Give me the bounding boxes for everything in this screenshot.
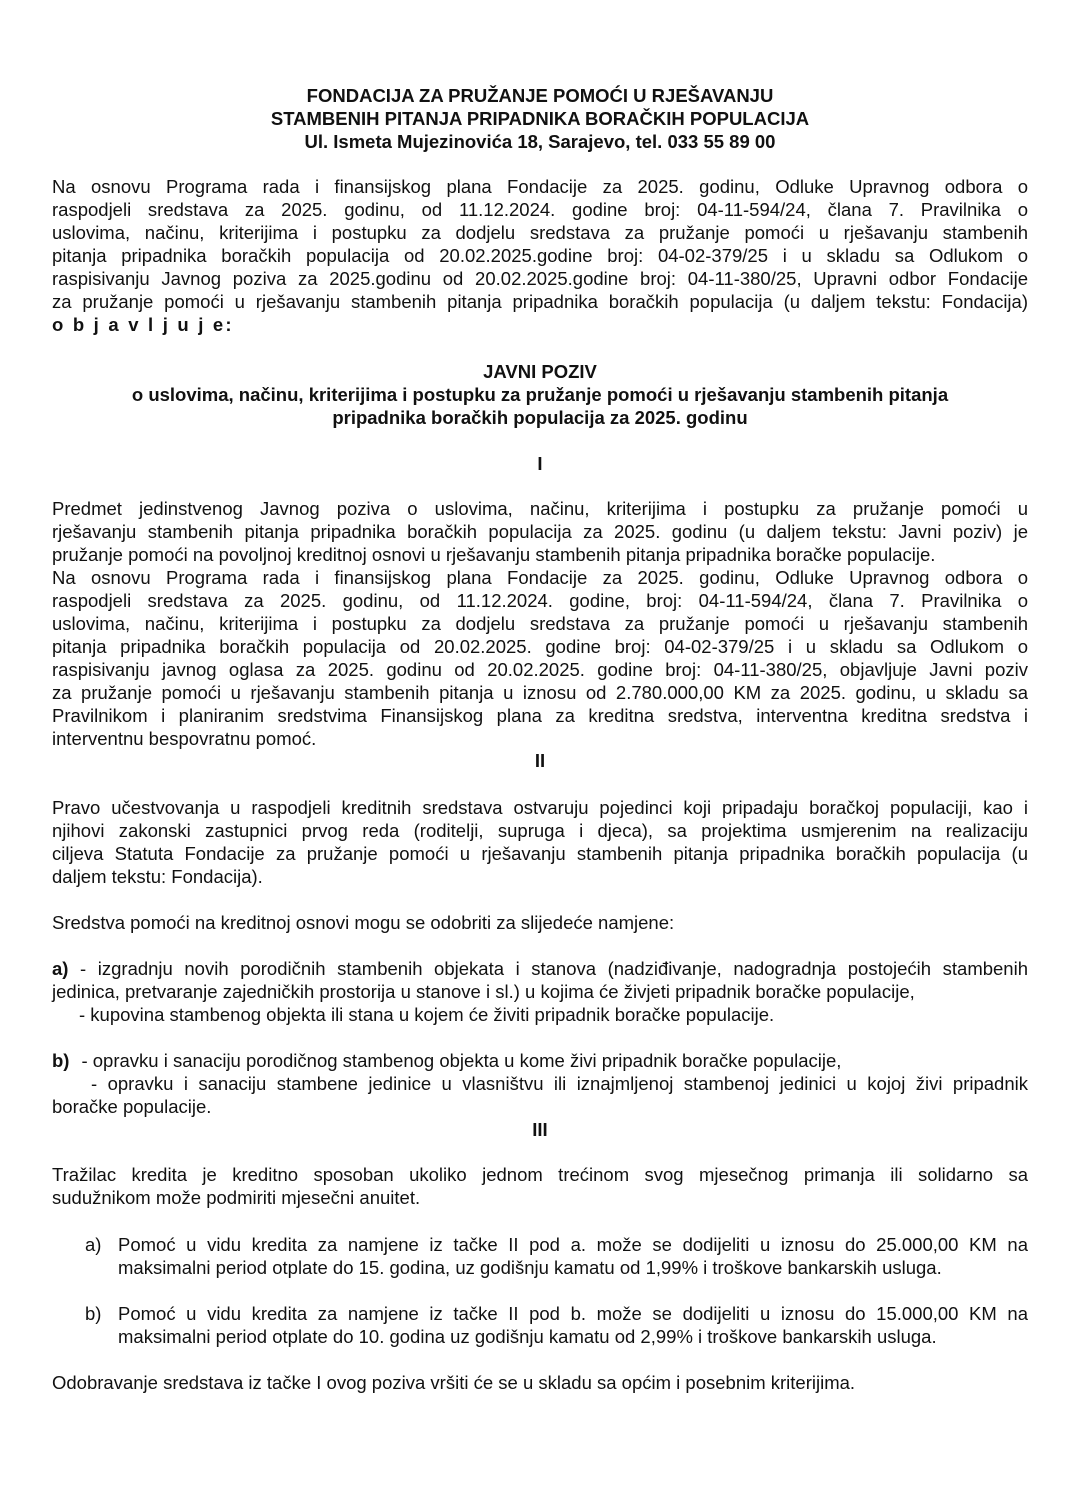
intro-line: uslovima, načinu, kriterijima i postupku za dodjelu sredstava za pružanje pomoći u rješavanju stambenih bbox=[52, 222, 1028, 243]
section-3-paragraph-1 bbox=[52, 1163, 1028, 1209]
loan-item-a-line-2: maksimalni period otplate do 15. godina, uz godišnju kamatu od 1,99% i troškove bankarskih usluga. bbox=[118, 1257, 942, 1278]
purpose-a-line-1: a) - izgradnju novih porodičnih stambenih objekata i stanova (nadziđivanje, nadogradnja postojećih stambenih bbox=[52, 958, 1028, 979]
purpose-a-line-3: - kupovina stambenog objekta ili stana u kojem će živiti pripadnik boračke populacije. bbox=[79, 1004, 775, 1025]
section-2-line: njihovi zakonski zastupnici prvog reda (roditelji, supruga i djeca), sa projektima usmjerenim na realizaciju bbox=[52, 820, 1028, 841]
purpose-a-line-2: jedinica, pretvaranje zajedničkih prostorija u stanove i sl.) u kojima će živjeti pripadnik boračke populacije, bbox=[52, 981, 915, 1002]
section-number-3: III bbox=[532, 1119, 548, 1140]
purposes-intro: Sredstva pomoći na kreditnoj osnovi mogu se odobriti za slijedeće namjene: bbox=[52, 912, 675, 933]
document-subtitle-line-2: pripadnika boračkih populacija za 2025. godinu bbox=[332, 407, 748, 428]
loan-item-b-line-1: Pomoć u vidu kredita za namjene iz tačke II pod b. može se dodijeliti u iznosu do 15.000,00 KM na bbox=[118, 1303, 1028, 1324]
section-1-line: Pravilnikom i planiranim sredstvima Finansijskog plana za kreditna sredstva, interventna kreditna sredstva i bbox=[52, 705, 1028, 726]
section-1-line: pitanja pripadnika boračkih populacija od 20.02.2025. godine broj: 04-02-379/25 i u skladu sa Odlukom o bbox=[52, 636, 1028, 657]
intro-line: pitanja pripadnika boračkih populacija od 20.02.2025.godine broj: 04-02-379/25 i u skladu sa Odlukom o bbox=[52, 245, 1028, 266]
intro-line: raspisivanju Javnog poziva za 2025.godinu od 20.02.2025.godine broj: 04-11-380/25, Upravni odbor Fondacije bbox=[52, 268, 1028, 289]
purpose-b-marker: b) bbox=[52, 1050, 70, 1071]
intro-paragraph bbox=[52, 175, 1028, 336]
intro-line: raspodjeli sredstava za 2025. godinu, od 11.12.2024. godine broj: 04-11-594/24, člana 7. Pravilnika o bbox=[52, 199, 1028, 220]
purpose-b-line-1: b) - opravku i sanaciju porodičnog stambenog objekta u kome živi pripadnik boračke populacije, bbox=[52, 1050, 842, 1071]
section-number-2: II bbox=[534, 750, 546, 771]
intro-line: Na osnovu Programa rada i finansijskog plana Fondacije za 2025. godinu, Odluke Upravnog odbora o bbox=[52, 176, 1028, 197]
section-2-line: ciljeva Statuta Fondacije za pružanje pomoći u rješavanju stambenih pitanja pripadnika boračkih populacija (u bbox=[52, 843, 1028, 864]
section-1-line: pružanje pomoći na povoljnoj kreditnoj osnovi u rješavanju stambenih pitanja pripadnika boračke populacije. bbox=[52, 544, 936, 565]
section-3-line: sudužnikom može podmiriti mjesečni anuitet. bbox=[52, 1187, 421, 1208]
section-1-line: interventnu bespovratnu pomoć. bbox=[52, 728, 317, 749]
section-1-line: Na osnovu Programa rada i finansijskog plana Fondacije za 2025. godinu, Odluke Upravnog odbora o bbox=[52, 567, 1028, 588]
closing-paragraph bbox=[52, 1371, 1028, 1394]
purpose-item-a bbox=[52, 957, 1028, 1026]
loan-item-a-marker: a) bbox=[85, 1234, 102, 1255]
section-1-line: za pružanje pomoći u rješavanju stambenih pitanja u iznosu od 2.780.000,00 KM za 2025. godinu, u skladu sa bbox=[52, 682, 1028, 703]
section-1-paragraph bbox=[52, 497, 1028, 750]
section-2-paragraph-1 bbox=[52, 796, 1028, 888]
org-address: Ul. Ismeta Mujezinovića 18, Sarajevo, tel. 033 55 89 00 bbox=[304, 131, 776, 152]
closing-line: Odobravanje sredstava iz tačke I ovog poziva vršiti će se u skladu sa općim i posebnim kriterijima. bbox=[52, 1372, 856, 1393]
section-1-line: Predmet jedinstvenog Javnog poziva o uslovima, načinu, kriterijima i postupku za pružanje pomoći u bbox=[52, 498, 1028, 519]
document-subtitle-line-1: o uslovima, načinu, kriterijima i postupku za pružanje pomoći u rješavanju stambenih pitanja bbox=[131, 384, 949, 405]
section-2-line: Pravo učestvovanja u raspodjeli kreditnih sredstava ostvaruju pojedinci koji pripadaju boračkoj populaciji, kao i bbox=[52, 797, 1028, 818]
section-1-line: rješavanju stambenih pitanja pripadnika boračkih populacija za 2025. godinu (u daljem tekstu: Javni poziv) je bbox=[52, 521, 1028, 542]
loan-item-b-marker: b) bbox=[85, 1303, 102, 1324]
loan-item-b-line-2: maksimalni period otplate do 10. godina uz godišnju kamatu od 2,99% i troškove bankarskih usluga. bbox=[118, 1326, 937, 1347]
announces-label: o b j a v l j u j e: bbox=[52, 314, 234, 335]
purpose-a-marker: a) bbox=[52, 958, 69, 979]
section-number-1: I bbox=[537, 453, 543, 474]
section-2-paragraph-2 bbox=[52, 911, 1028, 934]
org-name-line-2: STAMBENIH PITANJA PRIPADNIKA BORAČKIH POPULACIJA bbox=[270, 108, 810, 129]
purpose-b-line-2: - opravku i sanaciju stambene jedinice u vlasništvu ili iznajmljenoj stambenoj jedinici u kojoj živi pripadnik bbox=[91, 1073, 1028, 1094]
section-1-line: raspisivanju javnog oglasa za 2025. godinu od 20.02.2025. godine broj: 04-11-380/25, objavljuje Javni poziv bbox=[52, 659, 1028, 680]
loan-item-b bbox=[118, 1302, 1028, 1348]
loan-item-a bbox=[118, 1233, 1028, 1279]
intro-line: za pružanje pomoći u rješavanju stambenih pitanja pripadnika boračkih populacija (u daljem tekstu: Fondacija) bbox=[52, 291, 1028, 312]
org-name-line-1: FONDACIJA ZA PRUŽANJE POMOĆI U RJEŠAVANJU bbox=[306, 85, 774, 106]
section-3-line: Tražilac kredita je kreditno sposoban ukoliko jednom trećinom svog mjesečnog primanja ili solidarno sa bbox=[52, 1164, 1028, 1185]
section-2-line: daljem tekstu: Fondacija). bbox=[52, 866, 263, 887]
loan-item-a-line-1: Pomoć u vidu kredita za namjene iz tačke II pod a. može se dodijeliti u iznosu do 25.000,00 KM na bbox=[118, 1234, 1028, 1255]
document-title: JAVNI POZIV bbox=[483, 361, 597, 382]
section-1-line: uslovima, načinu, kriterijima i postupku za dodjelu sredstava za pružanje pomoći u rješavanju stambenih bbox=[52, 613, 1028, 634]
section-1-line: raspodjeli sredstava za 2025. godinu, od 11.12.2024. godine, broj: 04-11-594/24, člana 7. Pravilnika o bbox=[52, 590, 1028, 611]
purpose-item-b bbox=[52, 1049, 1028, 1118]
purpose-b-line-3: boračke populacije. bbox=[52, 1096, 212, 1117]
